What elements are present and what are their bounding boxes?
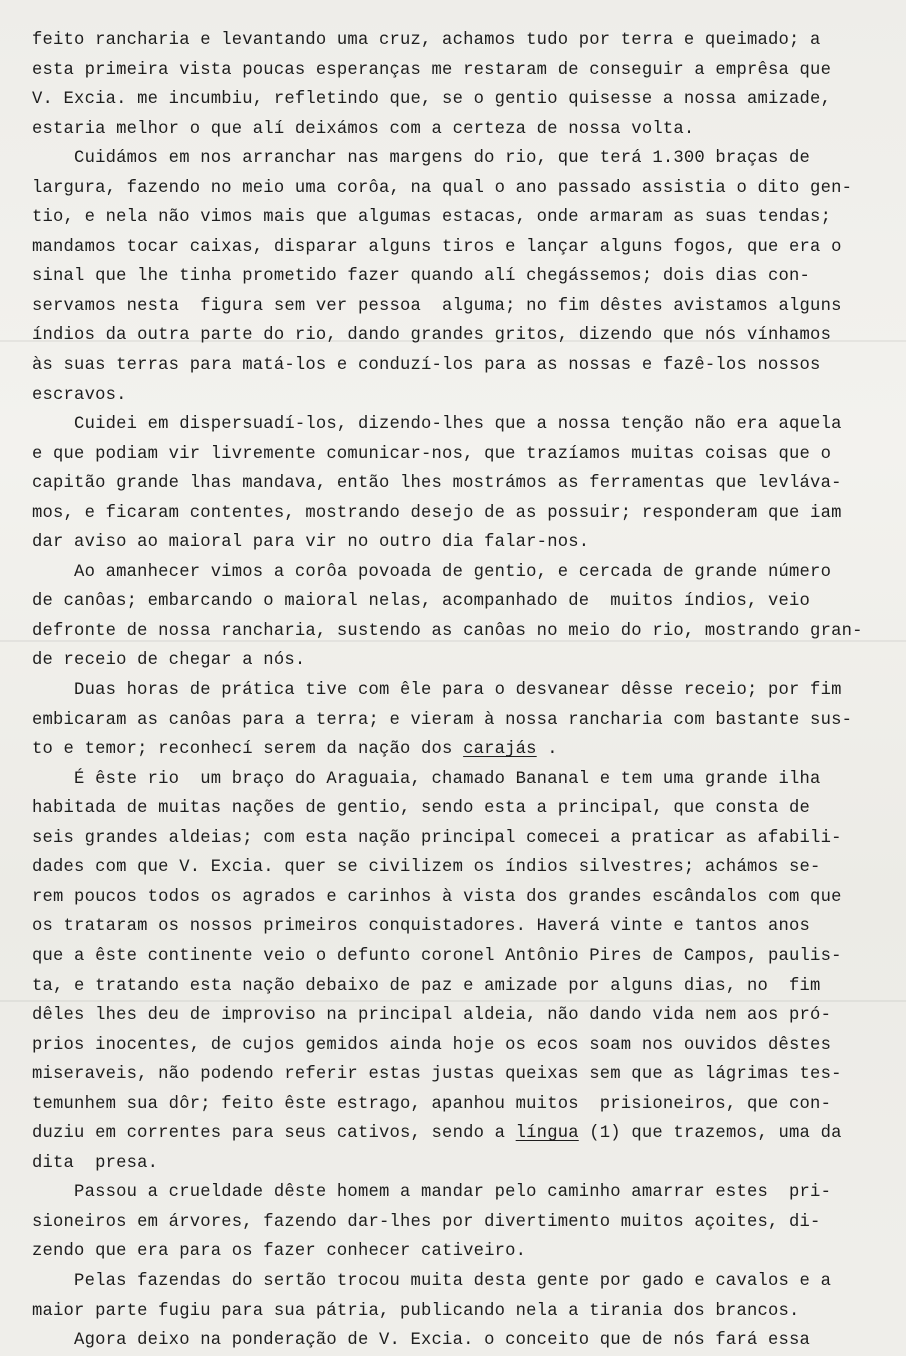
line-text: escravos. bbox=[32, 385, 127, 405]
line-text: embicaram as canôas para a terra; e vieram à nossa rancharia com bastante sus- bbox=[32, 710, 853, 730]
text-line bbox=[32, 499, 882, 529]
text-line bbox=[32, 144, 882, 174]
line-text: maior parte fugiu para sua pátria, publicando nela a tirania dos brancos. bbox=[32, 1301, 800, 1321]
text-line bbox=[32, 174, 882, 204]
text-line bbox=[32, 440, 882, 470]
text-line bbox=[32, 351, 882, 381]
line-text: índios da outra parte do rio, dando grandes gritos, dizendo que nós vínhamos bbox=[32, 326, 832, 346]
line-text: sinal que lhe tinha prometido fazer quando alí chegássemos; dois dias con- bbox=[32, 267, 811, 287]
line-text: defronte de nossa rancharia, sustendo as canôas no meio do rio, mostrando gran- bbox=[32, 621, 863, 641]
line-text: estaria melhor o que alí deixámos com a certeza de nossa volta. bbox=[32, 119, 695, 139]
line-text: mandamos tocar caixas, disparar alguns tiros e lançar alguns fogos, que era o bbox=[32, 237, 842, 257]
text-line bbox=[32, 115, 882, 145]
line-text: zendo que era para os fazer conhecer cativeiro. bbox=[32, 1242, 527, 1262]
text-line bbox=[32, 381, 882, 411]
line-text: às suas terras para matá-los e conduzí-los para as nossas e fazê-los nossos bbox=[32, 356, 821, 376]
text-line bbox=[32, 85, 882, 115]
line-text: Cuidei em dispersuadí-los, dizendo-lhes que a nossa tenção não era aquela bbox=[32, 415, 842, 435]
line-text-after: (1) que trazemos, uma da bbox=[578, 1124, 842, 1144]
text-line bbox=[32, 735, 882, 765]
text-line bbox=[32, 824, 882, 854]
text-line bbox=[32, 233, 882, 263]
text-line bbox=[32, 26, 882, 56]
text-line bbox=[32, 1119, 882, 1149]
text-line bbox=[32, 676, 882, 706]
line-text: temunhem sua dôr; feito êste estrago, apanhou muitos prisioneiros, que con- bbox=[32, 1094, 832, 1114]
line-text: de receio de chegar a nós. bbox=[32, 651, 306, 671]
line-text: to e temor; reconhecí serem da nação dos bbox=[32, 740, 464, 760]
line-text: de canôas; embarcando o maioral nelas, acompanhado de muitos índios, veio bbox=[32, 592, 811, 612]
line-text: seis grandes aldeias; com esta nação principal comecei a praticar as afabili- bbox=[32, 828, 842, 848]
text-line bbox=[32, 972, 882, 1002]
line-text: rem poucos todos os agrados e carinhos à vista dos grandes escândalos com que bbox=[32, 887, 842, 907]
line-text: sioneiros em árvores, fazendo dar-lhes por divertimento muitos açoites, di- bbox=[32, 1212, 821, 1232]
text-line bbox=[32, 528, 882, 558]
text-line bbox=[32, 706, 882, 736]
line-text: habitada de muitas nações de gentio, sendo esta a principal, que consta de bbox=[32, 799, 811, 819]
text-line bbox=[32, 942, 882, 972]
text-line bbox=[32, 1178, 882, 1208]
line-text: os trataram os nossos primeiros conquistadores. Haverá vinte e tantos anos bbox=[32, 917, 811, 937]
text-line bbox=[32, 912, 882, 942]
underlined-word: carajás bbox=[463, 740, 537, 760]
line-text-after: . bbox=[536, 740, 558, 760]
line-text: dar aviso ao maioral para vir no outro dia falar-nos. bbox=[32, 533, 590, 553]
line-text: miseraveis, não podendo referir estas justas queixas sem que as lágrimas tes- bbox=[32, 1065, 842, 1085]
text-line bbox=[32, 1090, 882, 1120]
line-text: Ao amanhecer vimos a corôa povoada de gentio, e cercada de grande número bbox=[32, 562, 832, 582]
line-text: Passou a crueldade dêste homem a mandar pelo caminho amarrar estes pri- bbox=[32, 1183, 832, 1203]
line-text: mos, e ficaram contentes, mostrando desejo de as possuir; responderam que iam bbox=[32, 503, 842, 523]
line-text: tio, e nela não vimos mais que algumas estacas, onde armaram as suas tendas; bbox=[32, 208, 832, 228]
line-text: duziu em correntes para seus cativos, sendo a bbox=[32, 1124, 516, 1144]
line-text: dita presa. bbox=[32, 1153, 159, 1173]
text-line bbox=[32, 469, 882, 499]
text-line bbox=[32, 410, 882, 440]
line-text: dêles lhes deu de improviso na principal aldeia, não dando vida nem aos pró- bbox=[32, 1006, 832, 1026]
line-text: esta primeira vista poucas esperanças me restaram de conseguir a emprêsa que bbox=[32, 60, 832, 80]
line-text: É êste rio um braço do Araguaia, chamado Bananal e tem uma grande ilha bbox=[32, 769, 821, 789]
text-line bbox=[32, 1267, 882, 1297]
text-line bbox=[32, 292, 882, 322]
line-text: Duas horas de prática tive com êle para o desvanear dêsse receio; por fim bbox=[32, 681, 842, 701]
text-line bbox=[32, 617, 882, 647]
text-line bbox=[32, 853, 882, 883]
line-text: Pelas fazendas do sertão trocou muita desta gente por gado e cavalos e a bbox=[32, 1271, 832, 1291]
text-line bbox=[32, 321, 882, 351]
text-line bbox=[32, 262, 882, 292]
text-line bbox=[32, 765, 882, 795]
line-text: largura, fazendo no meio uma corôa, na qual o ano passado assistia o dito gen- bbox=[32, 178, 853, 198]
text-line bbox=[32, 646, 882, 676]
text-line bbox=[32, 1060, 882, 1090]
underlined-word: língua bbox=[515, 1124, 579, 1144]
text-line bbox=[32, 1031, 882, 1061]
text-line bbox=[32, 203, 882, 233]
text-line bbox=[32, 1149, 882, 1179]
text-line bbox=[32, 1208, 882, 1238]
text-line bbox=[32, 1001, 882, 1031]
text-line bbox=[32, 587, 882, 617]
line-text: ta, e tratando esta nação debaixo de paz e amizade por alguns dias, no fim bbox=[32, 976, 821, 996]
line-text: capitão grande lhas mandava, então lhes mostrámos as ferramentas que levláva- bbox=[32, 474, 842, 494]
typewritten-text bbox=[32, 26, 882, 1356]
text-line bbox=[32, 883, 882, 913]
line-text: V. Excia. me incumbiu, refletindo que, se o gentio quisesse a nossa amizade, bbox=[32, 90, 832, 110]
line-text: Cuidámos em nos arranchar nas margens do rio, que terá 1.300 braças de bbox=[32, 149, 811, 169]
line-text: servamos nesta figura sem ver pessoa alguma; no fim dêstes avistamos alguns bbox=[32, 296, 842, 316]
line-text: e que podiam vir livremente comunicar-nos, que trazíamos muitas coisas que o bbox=[32, 444, 832, 464]
text-line bbox=[32, 794, 882, 824]
text-line bbox=[32, 558, 882, 588]
line-text: feito rancharia e levantando uma cruz, achamos tudo por terra e queimado; a bbox=[32, 31, 821, 50]
line-text: dades com que V. Excia. quer se civilizem os índios silvestres; achámos se- bbox=[32, 858, 821, 878]
line-text: Agora deixo na ponderação de V. Excia. o conceito que de nós fará essa bbox=[32, 1331, 811, 1351]
text-line bbox=[32, 1297, 882, 1327]
line-text: que a êste continente veio o defunto coronel Antônio Pires de Campos, paulis- bbox=[32, 946, 842, 966]
text-line bbox=[32, 1326, 882, 1356]
text-line bbox=[32, 56, 882, 86]
line-text: prios inocentes, de cujos gemidos ainda hoje os ecos soam nos ouvidos dêstes bbox=[32, 1035, 832, 1055]
text-line bbox=[32, 1237, 882, 1267]
